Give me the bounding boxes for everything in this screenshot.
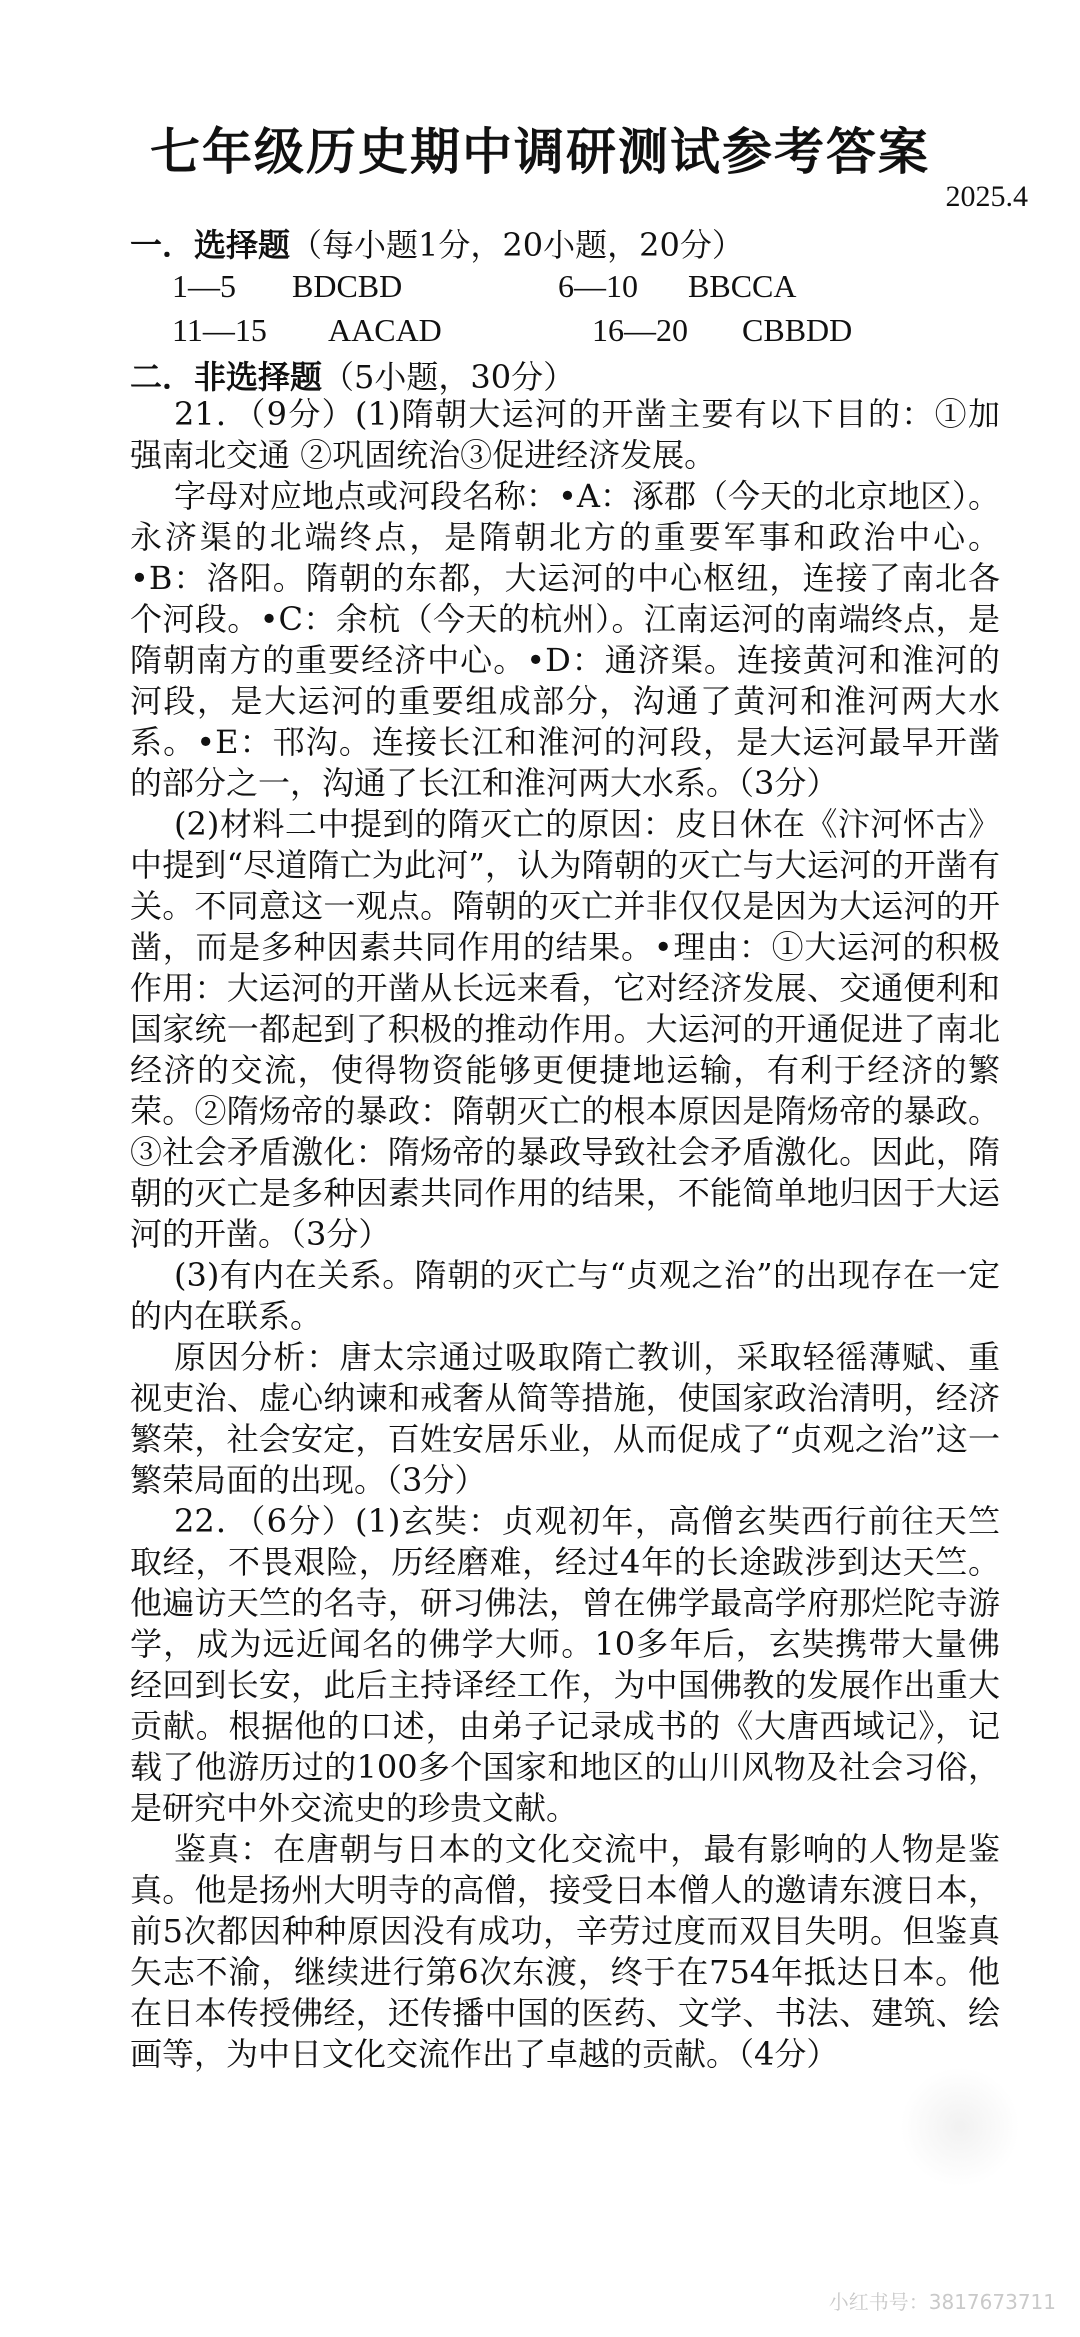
answer-letters: BDCBD xyxy=(292,268,403,304)
paragraph-21-map: 字母对应地点或河段名称：•A：涿郡（今天的北京地区）。永济渠的北端终点，是隋朝北方的重要军事和政治中心。•B：洛阳。隋朝的东都，大运河的中心枢纽，连接了南北各个河段。•C：余杭（今天的杭州）。江南运河的南端终点，是隋朝南方的重要经济中心。•D：通济渠。连接黄河和淮河的河段，是大运河的重要组成部分，沟通了黄河和淮河两大水系。•E：邗沟。连接长江和淮河的河段，是大运河最早开凿的部分之一，沟通了长江和淮河两大水系。（3分） xyxy=(130,477,1000,802)
section-1-header xyxy=(130,220,744,266)
document-title: 七年级历史期中调研测试参考答案 xyxy=(150,122,930,181)
paragraph-21-3: (3)有内在关系。隋朝的灭亡与“贞观之治”的出现存在一定的内在联系。 xyxy=(130,1256,1000,1335)
paragraph-22-xuanzang: 22．（6分）(1)玄奘：贞观初年，高僧玄奘西行前往天竺取经，不畏艰险，历经磨难，经过4年的长途跋涉到达天竺。他遍访天竺的名寺，研习佛法，曾在佛学最高学府那烂陀寺游学，成为远近闻名的佛学大师。10多年后，玄奘携带大量佛经回到长安，此后主持译经工作，为中国佛教的发展作出重大贡献。根据他的口述，由弟子记录成书的《大唐西域记》，记载了他游历过的100多个国家和地区的山川风物及社会习俗，是研究中外交流史的珍贵文献。 xyxy=(130,1502,1000,1827)
paragraph-21-1: 21．（9分）(1)隋朝大运河的开凿主要有以下目的：①加强南北交通 ②巩固统治③促进经济发展。 xyxy=(130,395,1000,474)
watermark-text: 小红书号：3817673711 xyxy=(828,2290,1056,2314)
section-1-note: （每小题1分，20小题，20分） xyxy=(290,226,744,264)
answer-range: 11—15 xyxy=(172,312,267,348)
answer-range: 1—5 xyxy=(172,268,236,304)
answer-letters: BBCCA xyxy=(688,268,797,304)
paragraph-22-jianzhen: 鉴真：在唐朝与日本的文化交流中，最有影响的人物是鉴真。他是扬州大明寺的高僧，接受日本僧人的邀请东渡日本，前5次都因种种原因没有成功，辛劳过度而双目失明。但鉴真矢志不渝，继续进行第6次东渡，终于在754年抵达日本。他在日本传授佛经，还传播中国的医药、文学、书法、建筑、绘画等，为中日文化交流作出了卓越的贡献。（4分） xyxy=(130,1830,1000,2073)
paragraph-21-3-analysis: 原因分析：唐太宗通过吸取隋亡教训，采取轻徭薄赋、重视吏治、虚心纳谏和戒奢从简等措施，使国家政治清明，经济繁荣，社会安定，百姓安居乐业，从而促成了“贞观之治”这一繁荣局面的出现。（3分） xyxy=(130,1338,1000,1499)
section-2-note: （5小题，30分） xyxy=(322,358,576,396)
answer-letters: AACAD xyxy=(328,312,442,348)
answer-range: 6—10 xyxy=(558,268,638,304)
watermark-logo xyxy=(900,2067,1020,2187)
answer-range: 16—20 xyxy=(592,312,688,348)
answer-body xyxy=(130,394,1000,2075)
paragraph-21-2: (2)材料二中提到的隋灭亡的原因：皮日休在《汴河怀古》中提到“尽道隋亡为此河”，认为隋朝的灭亡与大运河的开凿有关。不同意这一观点。隋朝的灭亡并非仅仅是因为大运河的开凿，而是多种因素共同作用的结果。•理由：①大运河的积极作用：大运河的开凿从长远来看，它对经济发展、交通便利和国家统一都起到了积极的推动作用。大运河的开通促进了南北经济的交流，使得物资能够更便捷地运输，有利于经济的繁荣。②隋炀帝的暴政：隋朝灭亡的根本原因是隋炀帝的暴政。③社会矛盾激化：隋炀帝的暴政导致社会矛盾激化。因此，隋朝的灭亡是多种因素共同作用的结果，不能简单地归因于大运河的开凿。（3分） xyxy=(130,805,1000,1253)
section-1-heading: 一．选择题 xyxy=(130,226,291,264)
section-2-heading: 二．非选择题 xyxy=(130,358,323,396)
document-date: 2025.4 xyxy=(945,180,1028,213)
section-2-header xyxy=(130,352,575,398)
answer-letters: CBBDD xyxy=(742,312,853,348)
